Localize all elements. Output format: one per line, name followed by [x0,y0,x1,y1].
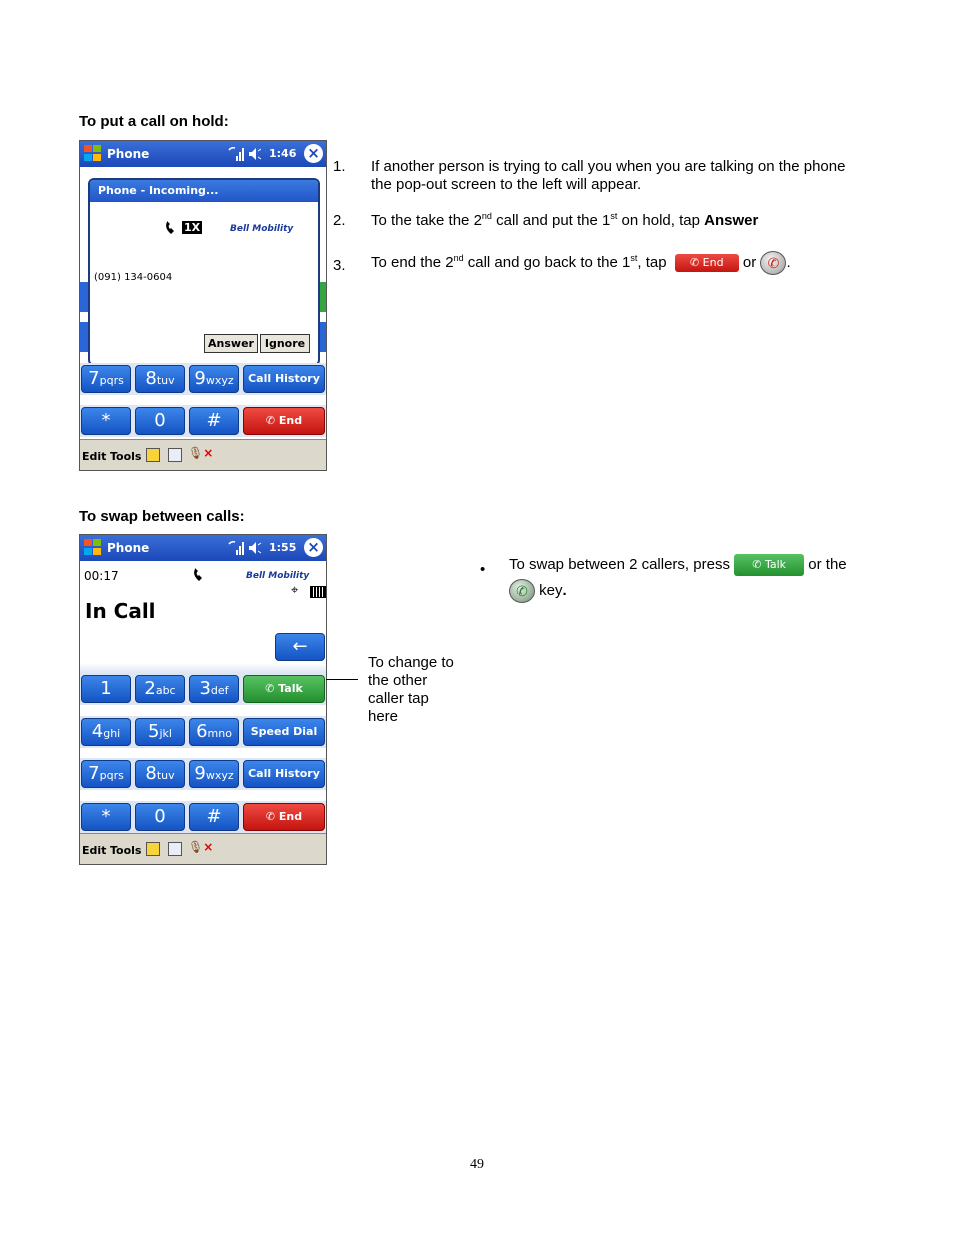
keypad-row-4-6 [80,716,326,748]
key-4[interactable] [81,718,131,746]
step-2-text [371,212,758,230]
inline-talk-button-image: ✆ Talk [734,554,804,576]
inline-end-button-image: ✆ End [675,254,739,272]
speaker-icon[interactable] [248,147,262,161]
callout-line-2: the other [368,672,428,689]
text: call and put the 1 [491,212,611,229]
end-label: End [278,414,303,427]
app-title: Phone [107,147,150,161]
green-talk-key-icon: ✆ [509,579,535,603]
text: key [539,582,563,599]
step-1-number: 1. [333,158,346,175]
answer-keyword: Answer [704,212,759,229]
notes-icon[interactable] [146,448,160,462]
call-status: In Call [85,599,156,623]
key-0[interactable]: 0 [135,803,185,831]
caller-number: (091) 134-0604 [94,272,173,283]
superscript: nd [481,211,492,221]
mic-mute-icon[interactable]: 🎙× [188,446,214,460]
step-1-text [371,158,891,194]
signal-icon[interactable] [228,540,244,556]
call-timer: 00:17 [84,569,119,583]
key-digit: 8 [145,763,157,784]
clock-time[interactable]: 1:55 [269,541,297,554]
close-button[interactable]: × [304,538,323,557]
key-2[interactable] [135,675,185,703]
call-history-button[interactable]: Call History [243,365,325,393]
key-digit: 6 [196,721,208,742]
key-star[interactable]: * [81,407,131,435]
text: or the [808,556,847,573]
phone-screenshot-in-call [79,534,327,865]
key-digit: 5 [148,721,160,742]
text: . [786,254,791,271]
phone-handset-icon: ✆ [265,414,279,427]
phone-handset-icon [164,220,182,236]
windows-start-icon[interactable] [84,145,103,163]
phone-handset-icon: ✆ [265,682,279,695]
text: To end the 2 [371,254,454,271]
callout-line [326,679,358,680]
text: To the take the 2 [371,212,482,229]
carrier-logo: Bell Mobility [230,224,294,234]
talk-label: Talk [764,558,787,572]
text: . [562,582,567,599]
keypad-row-star-hash [80,405,326,437]
call-history-button[interactable]: Call History [243,760,325,788]
superscript: st [610,211,618,221]
callout-line-3: caller tap [368,690,429,707]
text: or [742,254,757,271]
keypad-row-7-9 [80,363,326,395]
step-1-line-2: the pop-out screen to the left will appear. [371,176,642,193]
key-7[interactable] [81,365,131,393]
end-label: End [702,256,724,270]
key-letters: tuv [156,769,175,782]
key-hash[interactable]: # [189,407,239,435]
menu-edit[interactable]: Edit [82,450,107,463]
key-7[interactable] [81,760,131,788]
contacts-icon[interactable] [168,842,182,856]
incoming-call-popup [88,178,320,366]
key-letters: ghi [103,727,121,740]
key-digit: 9 [194,368,206,389]
gps-icon: ⌖ [291,583,299,598]
bullet: • [480,561,486,578]
text: To swap between 2 callers, press [509,556,730,573]
ignore-button[interactable]: Ignore [260,334,310,353]
close-button[interactable]: × [304,144,323,163]
title-bar [80,535,326,561]
key-9[interactable] [189,760,239,788]
key-9[interactable] [189,365,239,393]
title-bar [80,141,326,167]
menu-bar [80,439,326,470]
app-title: Phone [107,541,150,555]
key-5[interactable] [135,718,185,746]
key-letters: mno [207,727,232,740]
menu-tools[interactable]: Tools [110,844,142,857]
red-end-key-icon: ✆ [760,251,786,275]
phone-screenshot-incoming [79,140,327,471]
step-3-number: 3. [333,257,346,274]
phone-handset-icon [192,567,210,583]
callout-line-1: To change to [368,654,454,671]
keypad-row-7-9 [80,758,326,790]
key-8[interactable] [135,760,185,788]
key-hash[interactable]: # [189,803,239,831]
key-letters: abc [155,684,176,697]
end-label: End [278,810,303,823]
callout-text [368,654,454,726]
battery-icon [310,586,326,598]
contacts-icon[interactable] [168,448,182,462]
key-digit: 9 [194,763,206,784]
text: , tap [637,254,671,271]
step-1-line-1: If another person is trying to call you when you are talking on the phone [371,158,846,175]
menu-edit[interactable]: Edit [82,844,107,857]
popup-title: Phone - Incoming... [90,180,318,202]
key-letters: wxyz [205,769,234,782]
section-heading-swap: To swap between calls: [79,508,245,525]
key-1[interactable] [81,675,131,703]
speaker-icon[interactable] [248,541,262,555]
answer-button[interactable]: Answer [204,334,258,353]
key-letters: pqrs [99,374,124,387]
keypad-row-1-3 [80,673,326,705]
swap-instruction [509,552,889,604]
menu-tools[interactable]: Tools [110,450,142,463]
signal-icon[interactable] [228,146,244,162]
key-digit: 1 [100,678,112,699]
phone-handset-icon: ✆ [265,810,279,823]
network-badge: 1X [184,221,201,234]
page-number: 49 [470,1157,484,1172]
key-digit: 7 [88,368,100,389]
superscript: nd [453,253,464,263]
section-heading-hold: To put a call on hold: [79,113,229,130]
windows-start-icon[interactable] [84,539,103,557]
end-button[interactable] [243,803,325,831]
key-8[interactable] [135,365,185,393]
key-digit: 4 [91,721,104,742]
key-star[interactable]: * [81,803,131,831]
key-digit: 8 [145,368,157,389]
key-letters: def [210,684,229,697]
key-letters: wxyz [205,374,234,387]
menu-bar [80,833,326,864]
backspace-button[interactable]: ← [275,633,325,661]
key-0[interactable]: 0 [135,407,185,435]
talk-button[interactable] [243,675,325,703]
clock-time[interactable]: 1:46 [269,147,297,160]
step-2-number: 2. [333,212,346,229]
carrier-logo: Bell Mobility [246,571,310,581]
mic-mute-icon[interactable]: 🎙× [188,840,214,854]
key-digit: 7 [88,763,100,784]
end-button[interactable] [243,407,325,435]
speed-dial-button[interactable]: Speed Dial [243,718,325,746]
callout-line-4: here [368,708,399,725]
key-letters: jkl [159,727,172,740]
key-digit: 3 [199,678,211,699]
key-3[interactable] [189,675,239,703]
key-digit: 2 [144,678,156,699]
talk-label: Talk [278,682,303,695]
text: on hold, tap [617,212,705,229]
notes-icon[interactable] [146,842,160,856]
key-letters: pqrs [99,769,124,782]
step-3-text [371,250,791,276]
text: call and go back to the 1 [463,254,631,271]
key-letters: tuv [156,374,175,387]
key-6[interactable] [189,718,239,746]
superscript: st [630,253,638,263]
keypad-row-star-hash [80,801,326,833]
